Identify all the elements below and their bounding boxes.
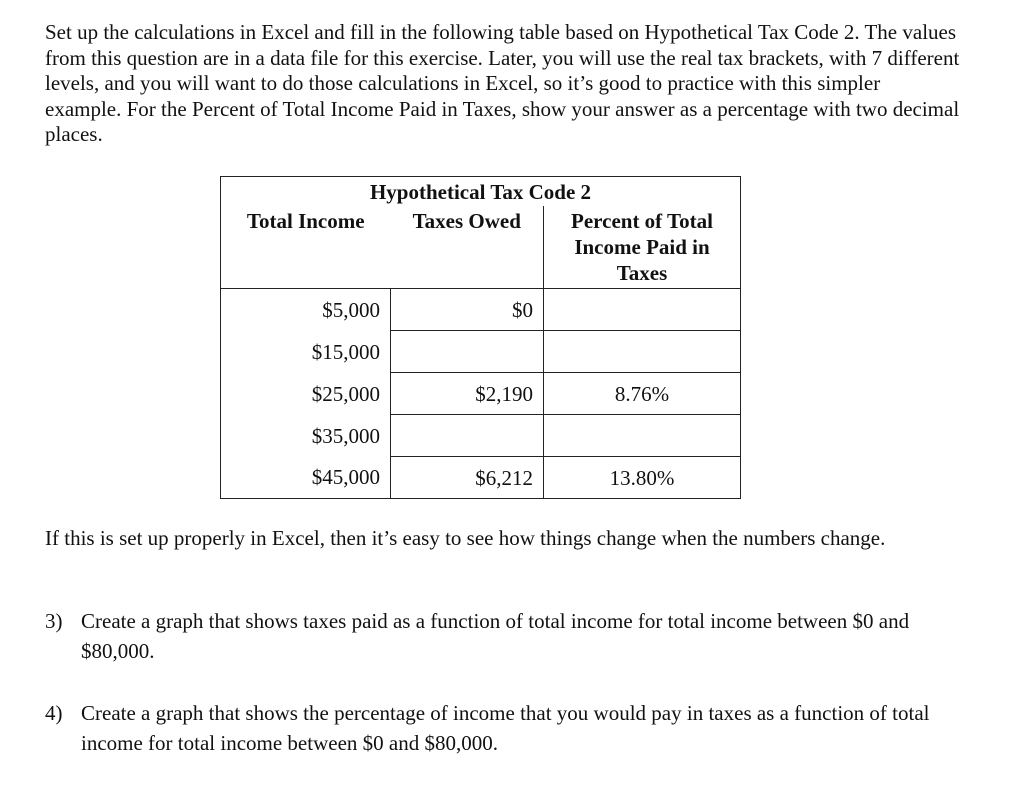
question-text: Create a graph that shows the percentage of income that you would pay in taxes as a function of total income for total income between $0 and $80,000. [81,701,930,755]
table-row [221,289,741,331]
cell-taxes: $2,190 [391,373,544,415]
cell-percent: 13.80% [544,457,741,499]
question-number: 4) [45,701,63,725]
cell-income: $35,000 [221,415,391,457]
header-total-income: Total Income [221,206,391,289]
cell-income: $15,000 [221,331,391,373]
question-4 [45,698,965,758]
tax-table [220,176,741,499]
cell-taxes [391,331,544,373]
cell-taxes: $0 [391,289,544,331]
header-percent-paid: Percent of Total Income Paid in Taxes [544,206,741,289]
cell-percent [544,331,741,373]
cell-taxes [391,415,544,457]
table-row [221,331,741,373]
table-title-row [221,177,741,207]
table-header-row [221,206,741,289]
question-number: 3) [45,609,63,633]
table-row [221,457,741,499]
cell-taxes: $6,212 [391,457,544,499]
intro-paragraph: Set up the calculations in Excel and fill in the following table based on Hypothetical Tax Code 2. The values from this question are in a data file for this exercise. Later, you will use the real tax brackets, with 7 different levels, and you will want to do those calculations in Excel, so it’s good to practice with this simpler example. For the Percent of Total Income Paid in Taxes, show your answer as a percentage with two decimal places. [45,20,960,146]
cell-income: $25,000 [221,373,391,415]
cell-percent [544,415,741,457]
table-row [221,373,741,415]
question-3 [45,606,965,666]
note-paragraph: If this is set up properly in Excel, then it’s easy to see how things change when the numbers change. [45,526,886,550]
question-text: Create a graph that shows taxes paid as a function of total income for total income between $0 and $80,000. [81,609,910,663]
cell-percent: 8.76% [544,373,741,415]
cell-income: $45,000 [221,457,391,499]
cell-percent [544,289,741,331]
table-row [221,415,741,457]
header-taxes-owed: Taxes Owed [391,206,544,289]
table-title: Hypothetical Tax Code 2 [221,177,741,207]
cell-income: $5,000 [221,289,391,331]
